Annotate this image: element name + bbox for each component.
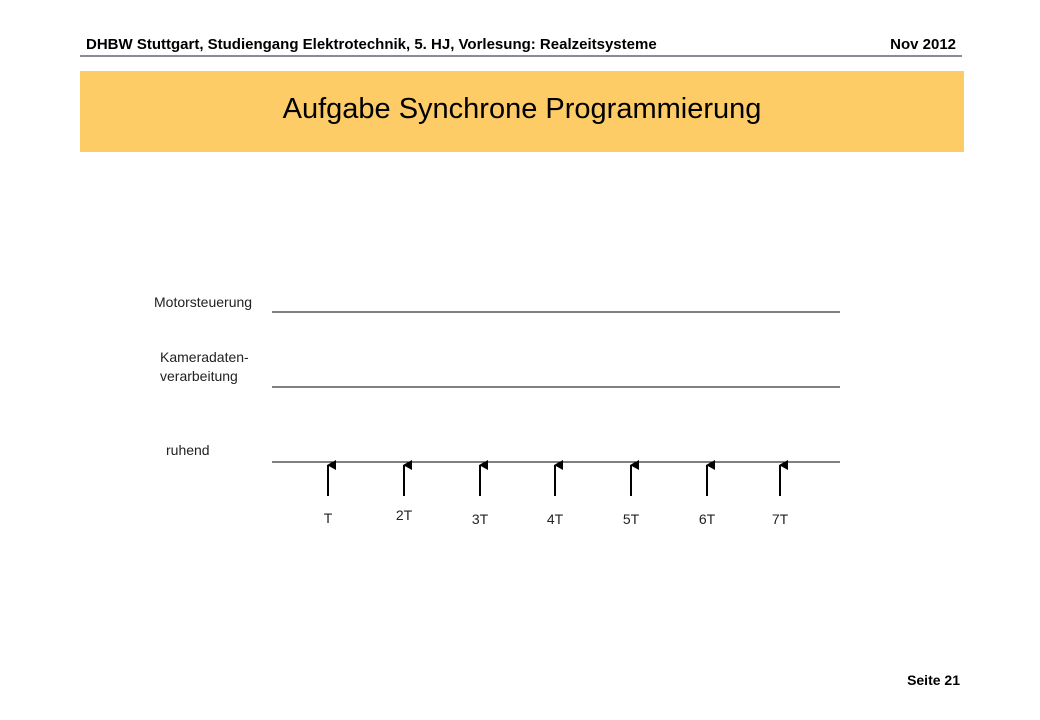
time-mark-label: 3T [471, 511, 489, 527]
header-date: Nov 2012 [890, 36, 956, 53]
slide-title: Aufgabe Synchrone Programmierung [282, 93, 762, 125]
time-mark-label: 2T [395, 507, 413, 523]
row-label-motorsteuerung: Motorsteuerung [154, 294, 253, 310]
header-course: DHBW Stuttgart, Studiengang Elektrotechnik, 5. HJ, Vorlesung: Realzeitsysteme [86, 36, 657, 53]
row-label-kameradaten-line2: verarbeitung [160, 368, 238, 384]
row-label-ruhend: ruhend [166, 442, 210, 458]
row-label-kameradaten-line1: Kameradaten- [160, 349, 249, 365]
time-mark-label: 5T [622, 511, 640, 527]
time-mark-label: 4T [546, 511, 564, 527]
time-mark-label: 6T [698, 511, 716, 527]
time-mark-label: 7T [771, 511, 789, 527]
page-number: Seite 21 [907, 672, 960, 688]
time-mark-label: T [323, 510, 333, 526]
